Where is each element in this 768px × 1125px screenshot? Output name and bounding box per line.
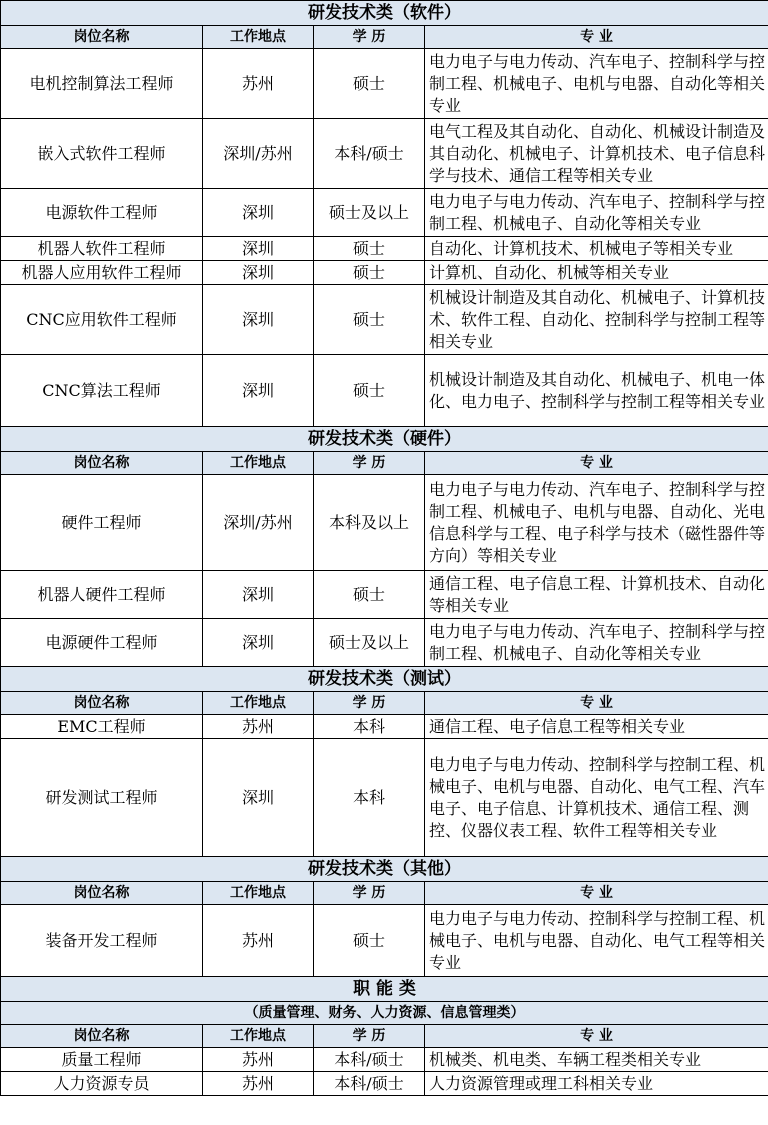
column-header-row — [1, 452, 768, 475]
header-major: 专 业 — [425, 1025, 768, 1048]
position-cell: 电源硬件工程师 — [1, 619, 203, 667]
major-cell: 电力电子与电力传动、汽车电子、控制科学与控制工程、机械电子、自动化等相关专业 — [425, 619, 768, 667]
education-cell: 硕士 — [314, 905, 425, 977]
major-cell: 自动化、计算机技术、机械电子等相关专业 — [425, 237, 768, 261]
education-cell: 硕士 — [314, 49, 425, 119]
header-education: 学 历 — [314, 882, 425, 905]
location-cell: 苏州 — [203, 49, 314, 119]
header-position: 岗位名称 — [1, 882, 203, 905]
major-cell: 电力电子与电力传动、控制科学与控制工程、机械电子、电机与电器、自动化、电气工程、汽车电子、电子信息、计算机技术、通信工程、测控、仪器仪表工程、软件工程等相关专业 — [425, 739, 768, 857]
location-cell: 深圳 — [203, 571, 314, 619]
header-education: 学 历 — [314, 692, 425, 715]
table-row — [1, 1048, 768, 1072]
location-cell: 深圳 — [203, 285, 314, 355]
location-cell: 苏州 — [203, 1072, 314, 1096]
section-title: 研发技术类（软件） — [1, 1, 768, 26]
location-cell: 深圳/苏州 — [203, 475, 314, 571]
section-title-row — [1, 667, 768, 692]
table-row — [1, 1072, 768, 1096]
major-cell: 机械设计制造及其自动化、机械电子、机电一体化、电力电子、控制科学与控制工程等相关专业 — [425, 355, 768, 427]
header-major: 专 业 — [425, 692, 768, 715]
position-cell: 机器人硬件工程师 — [1, 571, 203, 619]
location-cell: 深圳 — [203, 189, 314, 237]
position-cell: 硬件工程师 — [1, 475, 203, 571]
major-cell: 电力电子与电力传动、汽车电子、控制科学与控制工程、机械电子、电机与电器、自动化、光电信息科学与工程、电子科学与技术（磁性器件等方向）等相关专业 — [425, 475, 768, 571]
table-row — [1, 355, 768, 427]
header-major: 专 业 — [425, 882, 768, 905]
education-cell: 本科 — [314, 739, 425, 857]
table-row — [1, 475, 768, 571]
location-cell: 深圳 — [203, 237, 314, 261]
position-cell: 研发测试工程师 — [1, 739, 203, 857]
education-cell: 硕士 — [314, 285, 425, 355]
location-cell: 深圳 — [203, 355, 314, 427]
major-cell: 电力电子与电力传动、汽车电子、控制科学与控制工程、机械电子、自动化等相关专业 — [425, 189, 768, 237]
location-cell: 深圳/苏州 — [203, 119, 314, 189]
section-title-row — [1, 977, 768, 1002]
education-cell: 硕士 — [314, 355, 425, 427]
table-row — [1, 739, 768, 857]
column-header-row — [1, 1025, 768, 1048]
major-cell: 机械类、机电类、车辆工程类相关专业 — [425, 1048, 768, 1072]
header-education: 学 历 — [314, 26, 425, 49]
position-cell: 装备开发工程师 — [1, 905, 203, 977]
education-cell: 硕士及以上 — [314, 189, 425, 237]
table-row — [1, 189, 768, 237]
position-cell: EMC工程师 — [1, 715, 203, 739]
section-title-row — [1, 427, 768, 452]
section-title: 研发技术类（其他） — [1, 857, 768, 882]
header-position: 岗位名称 — [1, 692, 203, 715]
column-header-row — [1, 26, 768, 49]
position-cell: 人力资源专员 — [1, 1072, 203, 1096]
education-cell: 硕士 — [314, 237, 425, 261]
table-row — [1, 49, 768, 119]
header-location: 工作地点 — [203, 692, 314, 715]
section-subtitle: （质量管理、财务、人力资源、信息管理类） — [1, 1002, 768, 1025]
table-row — [1, 571, 768, 619]
position-cell: 机器人应用软件工程师 — [1, 261, 203, 285]
column-header-row — [1, 882, 768, 905]
major-cell: 电气工程及其自动化、自动化、机械设计制造及其自动化、机械电子、计算机技术、电子信息科学与技术、通信工程等相关专业 — [425, 119, 768, 189]
section-subtitle-row — [1, 1002, 768, 1025]
header-education: 学 历 — [314, 452, 425, 475]
table-row — [1, 261, 768, 285]
table-row — [1, 237, 768, 261]
section-title: 研发技术类（硬件） — [1, 427, 768, 452]
education-cell: 本科/硕士 — [314, 1072, 425, 1096]
header-location: 工作地点 — [203, 882, 314, 905]
table-row — [1, 619, 768, 667]
position-cell: 电源软件工程师 — [1, 189, 203, 237]
header-location: 工作地点 — [203, 452, 314, 475]
position-cell: 质量工程师 — [1, 1048, 203, 1072]
major-cell: 机械设计制造及其自动化、机械电子、计算机技术、软件工程、自动化、控制科学与控制工程等相关专业 — [425, 285, 768, 355]
location-cell: 深圳 — [203, 619, 314, 667]
position-cell: CNC应用软件工程师 — [1, 285, 203, 355]
table-row — [1, 905, 768, 977]
position-cell: 电机控制算法工程师 — [1, 49, 203, 119]
table-row — [1, 119, 768, 189]
header-position: 岗位名称 — [1, 1025, 203, 1048]
major-cell: 计算机、自动化、机械等相关专业 — [425, 261, 768, 285]
section-title: 职 能 类 — [1, 977, 768, 1002]
education-cell: 硕士及以上 — [314, 619, 425, 667]
header-location: 工作地点 — [203, 1025, 314, 1048]
education-cell: 本科及以上 — [314, 475, 425, 571]
section-title: 研发技术类（测试） — [1, 667, 768, 692]
education-cell: 硕士 — [314, 261, 425, 285]
major-cell: 通信工程、电子信息工程等相关专业 — [425, 715, 768, 739]
header-education: 学 历 — [314, 1025, 425, 1048]
location-cell: 深圳 — [203, 739, 314, 857]
major-cell: 人力资源管理或理工科相关专业 — [425, 1072, 768, 1096]
table-row — [1, 285, 768, 355]
column-header-row — [1, 692, 768, 715]
major-cell: 电力电子与电力传动、汽车电子、控制科学与控制工程、机械电子、电机与电器、自动化等相关专业 — [425, 49, 768, 119]
section-title-row — [1, 857, 768, 882]
location-cell: 苏州 — [203, 1048, 314, 1072]
location-cell: 深圳 — [203, 261, 314, 285]
header-major: 专 业 — [425, 452, 768, 475]
table-row — [1, 715, 768, 739]
position-cell: 嵌入式软件工程师 — [1, 119, 203, 189]
education-cell: 硕士 — [314, 571, 425, 619]
position-cell: 机器人软件工程师 — [1, 237, 203, 261]
header-position: 岗位名称 — [1, 26, 203, 49]
major-cell: 通信工程、电子信息工程、计算机技术、自动化等相关专业 — [425, 571, 768, 619]
section-title-row — [1, 1, 768, 26]
header-major: 专 业 — [425, 26, 768, 49]
education-cell: 本科/硕士 — [314, 119, 425, 189]
major-cell: 电力电子与电力传动、控制科学与控制工程、机械电子、电机与电器、自动化、电气工程等相关专业 — [425, 905, 768, 977]
position-cell: CNC算法工程师 — [1, 355, 203, 427]
table-body — [1, 1, 768, 1096]
education-cell: 本科 — [314, 715, 425, 739]
location-cell: 苏州 — [203, 715, 314, 739]
header-position: 岗位名称 — [1, 452, 203, 475]
header-location: 工作地点 — [203, 26, 314, 49]
location-cell: 苏州 — [203, 905, 314, 977]
education-cell: 本科/硕士 — [314, 1048, 425, 1072]
